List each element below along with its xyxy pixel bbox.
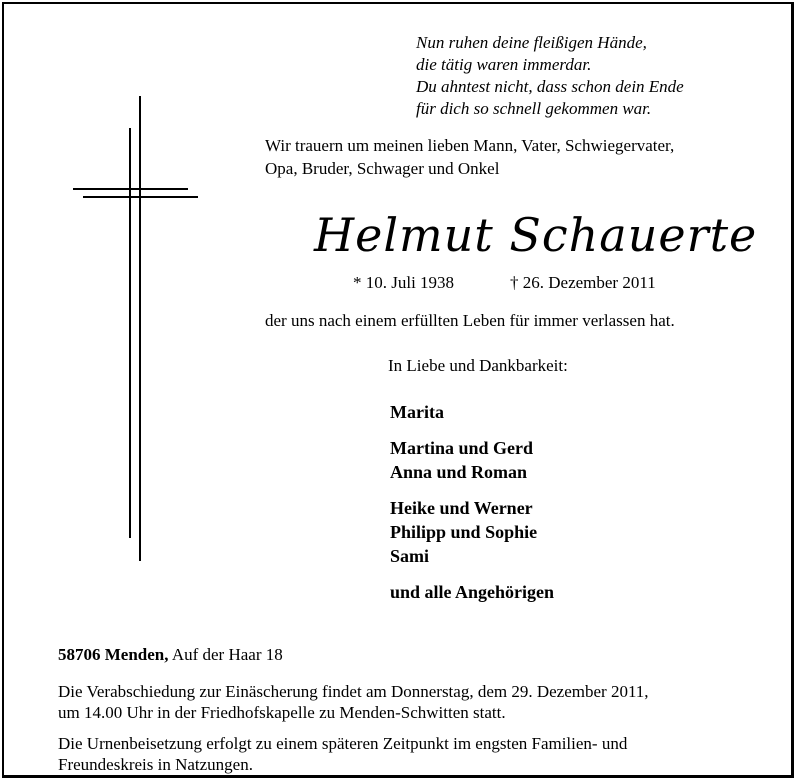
intro-line: Wir trauern um meinen lieben Mann, Vater, Schwiegervater, <box>265 136 675 155</box>
deceased-name: Helmut Schauerte <box>314 208 758 262</box>
mourner-name: Marita <box>390 402 444 422</box>
intro-line: Opa, Bruder, Schwager und Onkel <box>265 159 500 178</box>
poem-line: Nun ruhen deine fleißigen Hände, <box>416 33 647 52</box>
address <box>58 645 283 665</box>
mourner-name: Philipp und Sophie <box>390 522 538 542</box>
burial-notice <box>58 733 627 775</box>
mourner-group <box>390 400 554 424</box>
poem <box>416 32 684 120</box>
poem-line: die tätig waren immerdar. <box>416 55 592 74</box>
birth-date: * 10. Juli 1938 <box>353 273 455 292</box>
notice-line: Die Urnenbeisetzung erfolgt zu einem späteren Zeitpunkt im engsten Familien- und <box>58 734 628 753</box>
thanks-heading: In Liebe und Dankbarkeit: <box>388 356 568 375</box>
mourner-name: und alle Angehörigen <box>390 582 555 602</box>
notice-line: um 14.00 Uhr in der Friedhofskapelle zu Menden-Schwitten statt. <box>58 703 506 722</box>
mourner-group <box>390 436 554 484</box>
death-date: † 26. Dezember 2011 <box>510 273 656 292</box>
mourner-group <box>390 496 554 568</box>
mourner-group <box>390 580 554 604</box>
mourner-name: Martina und Gerd <box>390 438 534 458</box>
address-city: 58706 Menden, <box>58 645 169 664</box>
poem-line: Du ahntest nicht, dass schon dein Ende <box>416 77 684 96</box>
ceremony-notice <box>58 681 649 723</box>
poem-line: für dich so schnell gekommen war. <box>416 99 652 118</box>
notice-line: Die Verabschiedung zur Einäscherung findet am Donnerstag, dem 29. Dezember 2011, <box>58 682 649 701</box>
address-street: Auf der Haar 18 <box>171 645 283 664</box>
mourners-list <box>390 400 554 616</box>
intro-text <box>265 134 674 180</box>
farewell-text: der uns nach einem erfüllten Leben für immer verlassen hat. <box>265 311 675 330</box>
mourner-name: Anna und Roman <box>390 462 528 482</box>
mourner-name: Heike und Werner <box>390 498 533 518</box>
mourner-name: Sami <box>390 546 430 566</box>
notice-line: Freundeskreis in Natzungen. <box>58 755 253 774</box>
